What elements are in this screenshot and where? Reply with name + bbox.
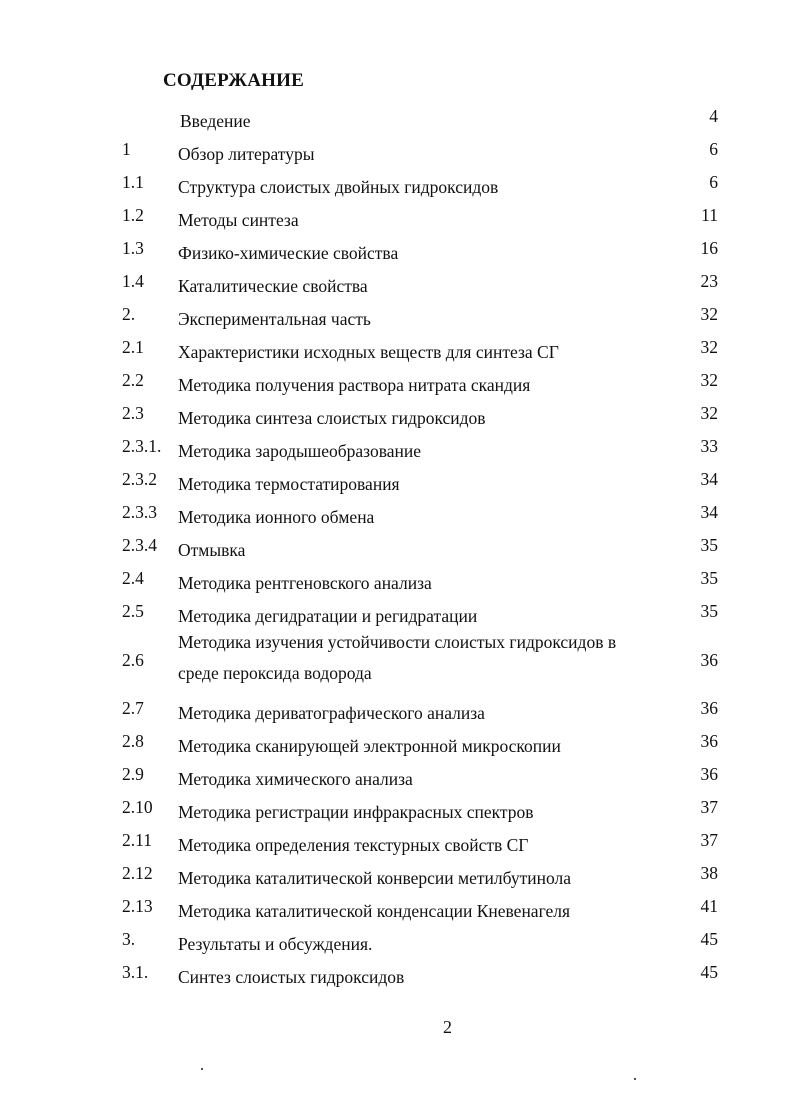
toc-text: Методика синтеза слоистых гидроксидов bbox=[178, 408, 486, 428]
toc-text: Структура слоистых двойных гидроксидов bbox=[178, 177, 499, 197]
toc-page: 32 bbox=[700, 304, 718, 324]
toc-row bbox=[0, 396, 797, 429]
toc-page: 23 bbox=[700, 271, 718, 291]
toc-page: 4 bbox=[709, 106, 718, 126]
toc-text: Отмывка bbox=[178, 540, 246, 560]
toc-text: Синтез слоистых гидроксидов bbox=[178, 967, 405, 987]
toc-row bbox=[0, 231, 797, 264]
toc-number: 2.9 bbox=[122, 764, 144, 784]
toc-page: 32 bbox=[700, 403, 718, 423]
toc-page: 38 bbox=[700, 863, 718, 883]
toc-page: 34 bbox=[700, 469, 718, 489]
toc-page: 45 bbox=[700, 929, 718, 949]
toc-row bbox=[0, 363, 797, 396]
toc-row bbox=[0, 330, 797, 363]
toc-row bbox=[0, 132, 797, 165]
toc-row bbox=[0, 856, 797, 889]
toc-row bbox=[0, 757, 797, 790]
toc-row bbox=[0, 561, 797, 594]
toc-row bbox=[0, 594, 797, 627]
toc-text: Методика изучения устойчивости слоистых гидроксидов в среде пероксида водорода bbox=[178, 632, 617, 683]
toc-text: Методы синтеза bbox=[178, 210, 299, 230]
toc-page: 36 bbox=[700, 698, 718, 718]
toc-number: 2.3.2 bbox=[122, 469, 157, 489]
toc-row bbox=[0, 528, 797, 561]
toc-page: 37 bbox=[700, 830, 718, 850]
toc-text: Методика получения раствора нитрата скандия bbox=[178, 375, 531, 395]
toc-number: 2.3.4 bbox=[122, 535, 157, 555]
page-number: 2 bbox=[443, 1017, 452, 1037]
toc-page: 35 bbox=[700, 601, 718, 621]
toc-text: Методика химического анализа bbox=[178, 769, 413, 789]
toc-text: Результаты и обсуждения. bbox=[178, 934, 373, 954]
toc-page: 6 bbox=[709, 139, 718, 159]
toc-number: 2.2 bbox=[122, 370, 144, 390]
toc-page: 6 bbox=[709, 172, 718, 192]
toc-row bbox=[0, 790, 797, 823]
toc-number: 1 bbox=[122, 139, 131, 159]
toc-text: Методика рентгеновского анализа bbox=[178, 573, 432, 593]
toc-number: 3. bbox=[122, 929, 136, 949]
toc-text: Методика сканирующей электронной микроскопии bbox=[178, 736, 561, 756]
toc-row bbox=[0, 823, 797, 856]
toc-row bbox=[0, 264, 797, 297]
toc-number: 2.7 bbox=[122, 698, 144, 718]
toc-number: 2.12 bbox=[122, 863, 153, 883]
toc-number: 2.13 bbox=[122, 896, 153, 916]
toc-page: 33 bbox=[700, 436, 718, 456]
toc-number: 2.3.3 bbox=[122, 502, 157, 522]
toc-text: Методика дериватографического анализа bbox=[178, 703, 485, 723]
toc-text: Методика термостатирования bbox=[178, 474, 400, 494]
toc-text: Физико-химические свойства bbox=[178, 243, 399, 263]
toc-text: Характеристики исходных веществ для синтеза СГ bbox=[178, 342, 559, 362]
toc-page: 45 bbox=[700, 962, 718, 982]
toc-page: 41 bbox=[700, 896, 718, 916]
scan-speck bbox=[201, 1068, 203, 1070]
toc-page: 35 bbox=[700, 535, 718, 555]
toc-text: Методика дегидратации и регидратации bbox=[178, 606, 478, 626]
toc-row bbox=[0, 495, 797, 528]
toc-row bbox=[0, 297, 797, 330]
toc-text: Методика зародышеобразование bbox=[178, 441, 422, 461]
scan-speck bbox=[634, 1078, 636, 1080]
toc-text: Введение bbox=[180, 111, 251, 131]
toc-text: Методика регистрации инфракрасных спектров bbox=[178, 802, 534, 822]
toc-number: 2.6 bbox=[122, 650, 144, 670]
toc-row bbox=[0, 165, 797, 198]
toc-row bbox=[0, 99, 797, 132]
toc-number: 2. bbox=[122, 304, 136, 324]
toc-row bbox=[0, 724, 797, 757]
toc-page: 32 bbox=[700, 370, 718, 390]
toc-page: 36 bbox=[700, 764, 718, 784]
toc-number: 2.1 bbox=[122, 337, 144, 357]
toc-page: 35 bbox=[700, 568, 718, 588]
toc-number: 2.8 bbox=[122, 731, 144, 751]
toc-row bbox=[0, 462, 797, 495]
toc-number: 1.4 bbox=[122, 271, 144, 291]
toc-row bbox=[0, 922, 797, 955]
toc-page: 16 bbox=[700, 238, 718, 258]
toc-text: Методика определения текстурных свойств СГ bbox=[178, 835, 529, 855]
toc-number: 2.11 bbox=[122, 830, 152, 850]
toc-number: 3.1. bbox=[122, 962, 149, 982]
toc-row bbox=[0, 889, 797, 922]
toc-page: 36 bbox=[700, 650, 718, 670]
toc-number: 1.1 bbox=[122, 172, 144, 192]
toc-number: 2.4 bbox=[122, 568, 144, 588]
toc-row bbox=[0, 429, 797, 462]
toc-page: 32 bbox=[700, 337, 718, 357]
table-of-contents bbox=[0, 99, 797, 988]
toc-row bbox=[0, 627, 797, 691]
toc-text: Методика каталитической конверсии метилбутинола bbox=[178, 868, 571, 888]
toc-text: Экспериментальная часть bbox=[178, 309, 371, 329]
page-title: СОДЕРЖАНИЕ bbox=[163, 70, 304, 91]
toc-number: 1.2 bbox=[122, 205, 144, 225]
toc-row bbox=[0, 198, 797, 231]
toc-text: Методика ионного обмена bbox=[178, 507, 375, 527]
toc-number: 1.3 bbox=[122, 238, 144, 258]
toc-row bbox=[0, 691, 797, 724]
toc-number: 2.3.1. bbox=[122, 436, 162, 456]
toc-page: 36 bbox=[700, 731, 718, 751]
toc-row bbox=[0, 955, 797, 988]
toc-number: 2.10 bbox=[122, 797, 153, 817]
toc-text: Обзор литературы bbox=[178, 144, 315, 164]
toc-number: 2.5 bbox=[122, 601, 144, 621]
toc-text: Каталитические свойства bbox=[178, 276, 368, 296]
toc-page: 34 bbox=[700, 502, 718, 522]
toc-number: 2.3 bbox=[122, 403, 144, 423]
toc-text: Методика каталитической конденсации Кневенагеля bbox=[178, 901, 571, 921]
toc-page: 11 bbox=[701, 205, 718, 225]
toc-page: 37 bbox=[700, 797, 718, 817]
